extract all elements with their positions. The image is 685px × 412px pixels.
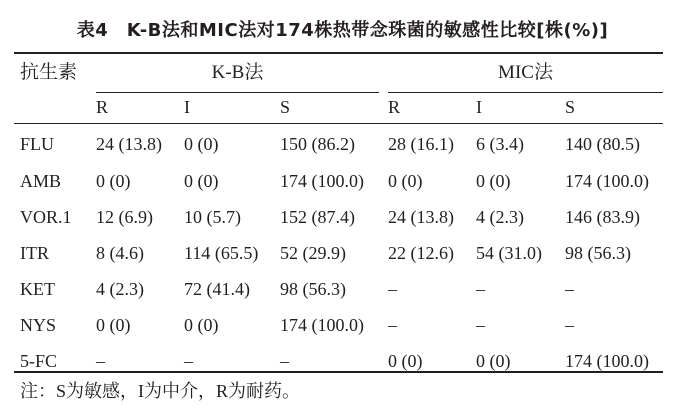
table-cell: 0 (0) [96, 315, 131, 335]
table-cell: 174 (100.0) [565, 351, 649, 371]
table-cell: 52 (29.9) [280, 243, 346, 263]
row-antibiotic-name: KET [20, 279, 55, 299]
table-cell: 98 (56.3) [565, 243, 631, 263]
table-cell: 174 (100.0) [280, 315, 364, 335]
table-cell: 22 (12.6) [388, 243, 454, 263]
table-cell: 140 (80.5) [565, 134, 640, 154]
row-antibiotic-name: 5-FC [20, 351, 58, 371]
table-cell: 0 (0) [388, 351, 423, 371]
table-cell: 174 (100.0) [565, 171, 649, 191]
table-cell: 114 (65.5) [184, 243, 259, 263]
table-cell: 10 (5.7) [184, 207, 241, 227]
kb-i-header: I [184, 97, 190, 117]
kb-s-header: S [280, 97, 291, 117]
table-cell: 0 (0) [184, 134, 219, 154]
table-cell: 0 (0) [184, 315, 219, 335]
table-cell: 0 (0) [184, 171, 219, 191]
table-cell: – [476, 279, 485, 299]
row-antibiotic-name: ITR [20, 243, 49, 263]
table-cell: – [280, 351, 289, 371]
table-cell: 54 (31.0) [476, 243, 542, 263]
table-note: 注：S为敏感，I为中介，R为耐药。 [20, 381, 301, 401]
table-caption: 表4 K-B法和MIC法对174株热带念珠菌的敏感性比较[株(%)] [76, 20, 609, 41]
table-cell: 98 (56.3) [280, 279, 346, 299]
table-cell: – [565, 279, 574, 299]
kb-r-header: R [96, 97, 109, 117]
mic-method-header: MIC法 [498, 62, 553, 83]
mic-r-header: R [388, 97, 401, 117]
table-cell: 6 (3.4) [476, 134, 524, 154]
antibiotic-header: 抗生素 [20, 62, 78, 83]
top-rule [14, 52, 663, 54]
table-cell: 8 (4.6) [96, 243, 144, 263]
table-cell: – [388, 279, 397, 299]
table-cell: – [184, 351, 193, 371]
table-cell: 24 (13.8) [96, 134, 162, 154]
table-cell: – [388, 315, 397, 335]
table-cell: 0 (0) [96, 171, 131, 191]
kb-group-rule [96, 92, 379, 93]
table-cell: 28 (16.1) [388, 134, 454, 154]
table-cell: – [565, 315, 574, 335]
table-cell: – [476, 315, 485, 335]
mic-group-rule [388, 92, 663, 93]
table-cell: 174 (100.0) [280, 171, 364, 191]
table-cell: 146 (83.9) [565, 207, 640, 227]
row-antibiotic-name: NYS [20, 315, 57, 335]
table-cell: 12 (6.9) [96, 207, 153, 227]
row-antibiotic-name: FLU [20, 134, 55, 154]
table-cell: 72 (41.4) [184, 279, 250, 299]
table-cell: 4 (2.3) [96, 279, 144, 299]
row-antibiotic-name: AMB [20, 171, 62, 191]
table-cell: 0 (0) [476, 171, 511, 191]
table-cell: 4 (2.3) [476, 207, 524, 227]
table-cell: 24 (13.8) [388, 207, 454, 227]
mic-i-header: I [476, 97, 482, 117]
header-rule [14, 123, 663, 124]
kb-method-header: K-B法 [211, 62, 264, 83]
table-cell: – [96, 351, 105, 371]
bottom-rule [14, 371, 663, 373]
row-antibiotic-name: VOR.1 [20, 207, 72, 227]
table-cell: 152 (87.4) [280, 207, 355, 227]
table-cell: 0 (0) [388, 171, 423, 191]
table-cell: 150 (86.2) [280, 134, 355, 154]
table-cell: 0 (0) [476, 351, 511, 371]
mic-s-header: S [565, 97, 576, 117]
